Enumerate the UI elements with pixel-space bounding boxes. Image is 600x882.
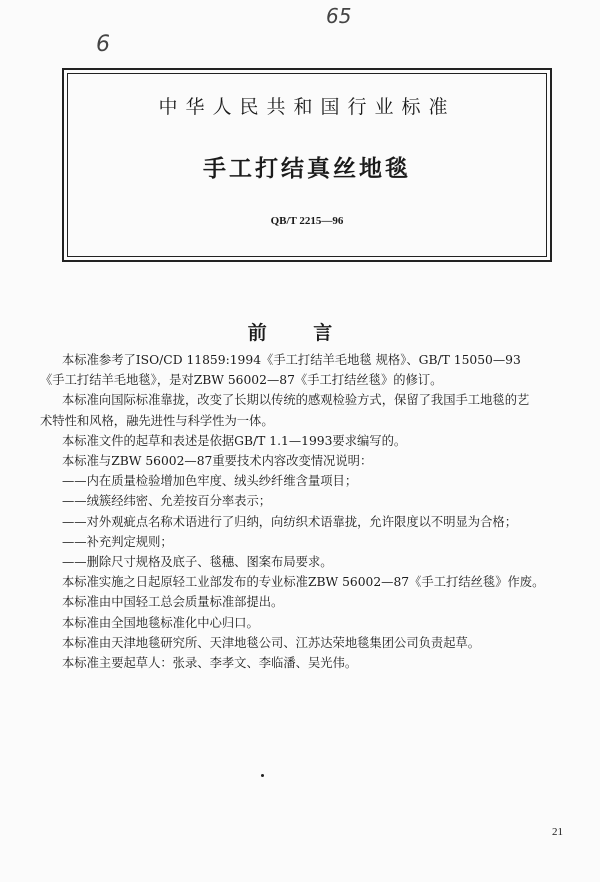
foreword-line: ——绒簇经纬密、允差按百分率表示； — [62, 494, 272, 509]
title-frame — [62, 68, 552, 262]
foreword-line: 《手工打结羊毛地毯》，是对ZBW 56002—87《手工打结丝毯》的修订。 — [40, 373, 443, 388]
foreword-line: 本标准由全国地毯标准化中心归口。 — [62, 615, 259, 630]
standard-title: 手工打结真丝地毯 — [203, 156, 411, 182]
foreword-line: 本标准主要起草人：张录、李孝文、李临潘、吴光伟。 — [62, 656, 358, 670]
handwritten-mark-right: 65 — [326, 4, 352, 28]
foreword-line: 本标准向国际标准靠拢，改变了长期以传统的感观检验方式，保留了我国手工地毯的艺 — [62, 393, 530, 408]
page-number: 21 — [552, 826, 563, 838]
foreword-line: 术特性和风格，融先进性与科学性为一体。 — [40, 413, 274, 428]
foreword-line: 本标准由中国轻工总会质量标准部提出。 — [62, 595, 284, 610]
foreword-line: 本标准实施之日起原轻工业部发布的专业标准ZBW 56002—87《手工打结丝毯》作废。 — [62, 575, 545, 590]
foreword-line: 本标准参考了ISO/CD 11859:1994《手工打结羊毛地毯 规格》、GB/T 15050—93 — [62, 353, 521, 367]
foreword-line: ——对外观疵点名称术语进行了归纳，向纺织术语靠拢，允许限度以不明显为合格； — [62, 514, 517, 529]
foreword-line: 本标准与ZBW 56002—87重要技术内容改变情况说明： — [62, 454, 373, 468]
scan-dot — [261, 774, 264, 777]
foreword-line: 本标准由天津地毯研究所、天津地毯公司、江苏达荣地毯集团公司负责起草。 — [62, 635, 481, 650]
foreword-line: ——补充判定规则； — [62, 534, 173, 549]
foreword-heading: 前 言 — [247, 322, 353, 344]
foreword-line: ——删除尺寸规格及底子、毯穗、图案布局要求。 — [62, 555, 333, 569]
foreword-line: 本标准文件的起草和表述是依据GB/T 1.1—1993要求编写的。 — [62, 433, 407, 448]
issuing-organization: 中华人民共和国行业标准 — [158, 96, 456, 118]
handwritten-mark-left: 6 — [96, 32, 110, 57]
foreword-line: ——内在质量检验增加色牢度、绒头纱纤维含量项目； — [62, 474, 358, 489]
standard-code: QB/T 2215—96 — [270, 215, 344, 227]
